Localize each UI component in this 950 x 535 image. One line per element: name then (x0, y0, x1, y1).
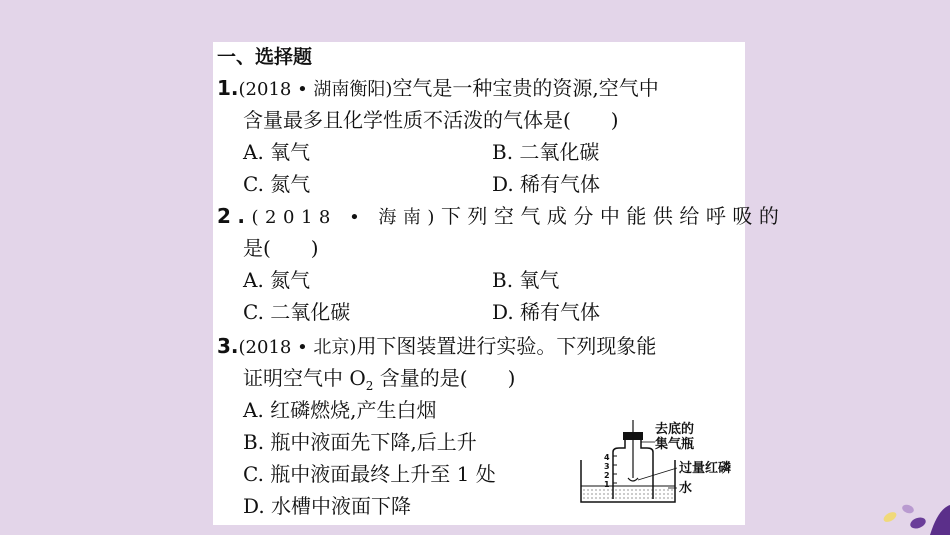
water-trough (581, 460, 675, 502)
question-source: (2018 • 湖南衡阳) (238, 79, 393, 100)
question-card (213, 42, 786, 525)
corner-decoration (860, 495, 950, 535)
question-number: 1. (217, 76, 239, 100)
question-number: 3. (217, 334, 239, 358)
combustion-spoon (628, 478, 638, 481)
question-3-line-1 (217, 334, 656, 360)
question-stem: 下列空气成分中能供给呼吸的 (440, 204, 786, 228)
scale-label: 2 (604, 471, 610, 480)
option-d[interactable]: D. 稀有气体 (492, 172, 601, 196)
stem-text: 证明空气中 O (243, 366, 366, 390)
option-a[interactable]: A. 氧气 (243, 140, 311, 164)
question-2-line-2: 是( ) (243, 236, 319, 260)
scale-label: 4 (604, 453, 610, 462)
option-b[interactable]: B. 氧气 (492, 268, 560, 292)
option-a[interactable]: A. 红磷燃烧,产生白烟 (243, 398, 437, 422)
option-c[interactable]: C. 瓶中液面最终上升至 1 处 (243, 462, 496, 486)
option-a[interactable]: A. 氮气 (243, 268, 311, 292)
question-1-line-2: 含量最多且化学性质不活泼的气体是( ) (243, 108, 619, 132)
scale-label: 1 (604, 480, 610, 489)
scale-label: 3 (604, 462, 610, 471)
option-d[interactable]: D. 稀有气体 (492, 300, 601, 324)
question-number: 2. (217, 204, 252, 228)
question-source: (2018 • 海南) (251, 207, 441, 228)
water-hatch (583, 490, 673, 498)
question-stem: 空气是一种宝贵的资源,空气中 (392, 76, 659, 100)
question-stem: 用下图装置进行实验。下列现象能 (356, 334, 657, 358)
question-3-line-2 (243, 366, 515, 398)
option-c[interactable]: C. 氮气 (243, 172, 311, 196)
figure-label-bottle: 去底的 (655, 422, 695, 437)
stem-text: 含量的是( ) (373, 366, 516, 390)
question-source: (2018 • 北京) (238, 337, 357, 358)
section-title: 一、选择题 (217, 46, 313, 68)
experiment-apparatus-figure (573, 420, 743, 520)
leader-line (638, 468, 677, 480)
subscript: 2 (365, 379, 374, 393)
option-b[interactable]: B. 二氧化碳 (492, 140, 600, 164)
question-2-line-1 (217, 204, 785, 230)
figure-label-phosphorus: 过量红磷 (679, 461, 732, 476)
figure-label-bottle: 集气瓶 (655, 437, 695, 452)
option-d[interactable]: D. 水槽中液面下降 (243, 494, 412, 518)
option-c[interactable]: C. 二氧化碳 (243, 300, 351, 324)
option-b[interactable]: B. 瓶中液面先下降,后上升 (243, 430, 477, 454)
question-1-line-1 (217, 76, 659, 102)
figure-label-water: 水 (679, 481, 693, 496)
